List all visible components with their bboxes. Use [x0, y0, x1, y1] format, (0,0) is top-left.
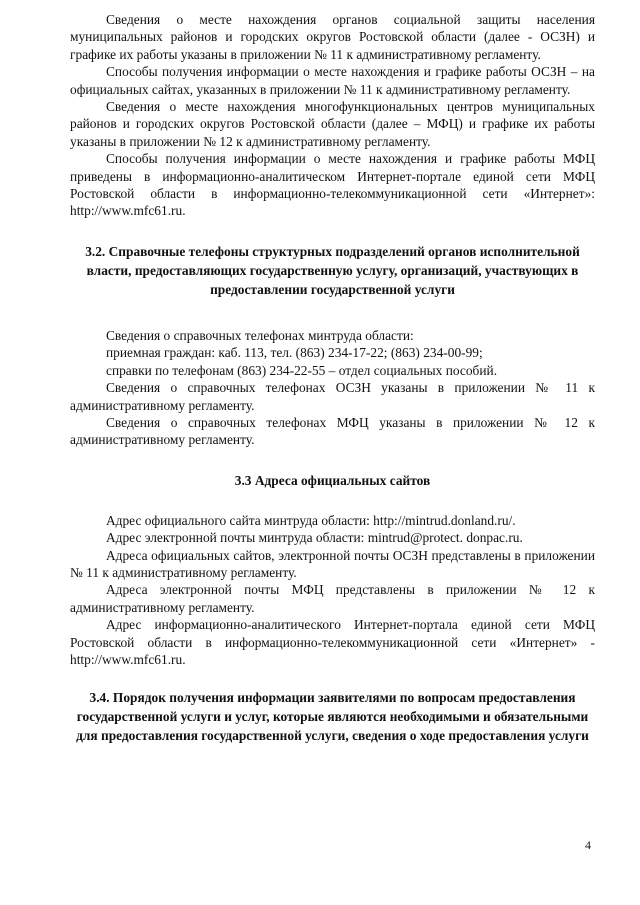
paragraph-official-site: Адрес официального сайта минтруда области: http://mintrud.donland.ru/.: [106, 512, 516, 528]
document-page: [70, 11, 595, 745]
phones-intro-line: Сведения о справочных телефонах минтруда области:: [106, 327, 414, 343]
paragraph-oszn-info-methods: Способы получения информации о месте нахождения и графике работы ОСЗН – на официальных сайтах, указанных в приложении № 11 к административному регламенту.: [70, 64, 595, 97]
paragraph-email: Адрес электронной почты минтруда области: mintrud@protect. donpac.ru.: [106, 530, 523, 546]
paragraph-mfc-email: Адреса электронной почты МФЦ представлены в приложении № 12 к административному регламенту.: [70, 582, 595, 615]
paragraph-mfc-phones: Сведения о справочных телефонах МФЦ указаны в приложении № 12 к административному регламенту.: [70, 414, 595, 448]
section-heading-3-2: 3.2. Справочные телефоны структурных подразделений органов исполнительной власти, предоставляющих государственную услугу, организаций, участвующих в предоставлении государственной услуги: [85, 243, 580, 297]
paragraph-mfc-info-methods: Способы получения информации о месте нахождения и графике работы МФЦ приведены в информационно-аналитическом Интернет-портале единой сети МФЦ Ростовской области в информационно-телекоммуникационной сети «Интернет»: http://www.mfc61.ru.: [70, 151, 595, 219]
page-number: 4: [585, 838, 591, 852]
phones-inquiries-line: справки по телефонам (863) 234-22-55 – отдел социальных пособий.: [106, 362, 498, 378]
paragraph-oszn-sites: Адреса официальных сайтов, электронной почты ОСЗН представлены в приложении № 11 к административному регламенту.: [70, 547, 595, 580]
section-heading-3-4: 3.4. Порядок получения информации заявителями по вопросам предоставления государственной услуги и услуг, которые являются необходимыми и обязательными для предоставления государственной услуги, сведения о ходе предоставления услуги: [76, 690, 589, 744]
paragraph-portal-address: Адрес информационно-аналитического Интернет-портала единой сети МФЦ Ростовской области в информационно-телекоммуникационной сети «Интернет» - http://www.mfc61.ru.: [70, 617, 595, 667]
paragraph-oszn-location: Сведения о месте нахождения органов социальной защиты населения муниципальных районов и городских округов Ростовской области (далее - ОСЗН) и графике их работы указаны в приложении № 11 к административному регламенту.: [70, 12, 595, 62]
phones-reception-line: приемная граждан: каб. 113, тел. (863) 234-17-22; (863) 234-00-99;: [106, 345, 483, 361]
paragraph-mfc-location: Сведения о месте нахождения многофункциональных центров муниципальных районов и городских округов Ростовской области (далее – МФЦ) и графике их работы указаны в приложении № 12 к административному регламенту.: [70, 99, 595, 149]
paragraph-oszn-phones: Сведения о справочных телефонах ОСЗН указаны в приложении № 11 к административному регламенту.: [70, 380, 595, 413]
section-heading-3-3: 3.3 Адреса официальных сайтов: [234, 472, 431, 488]
